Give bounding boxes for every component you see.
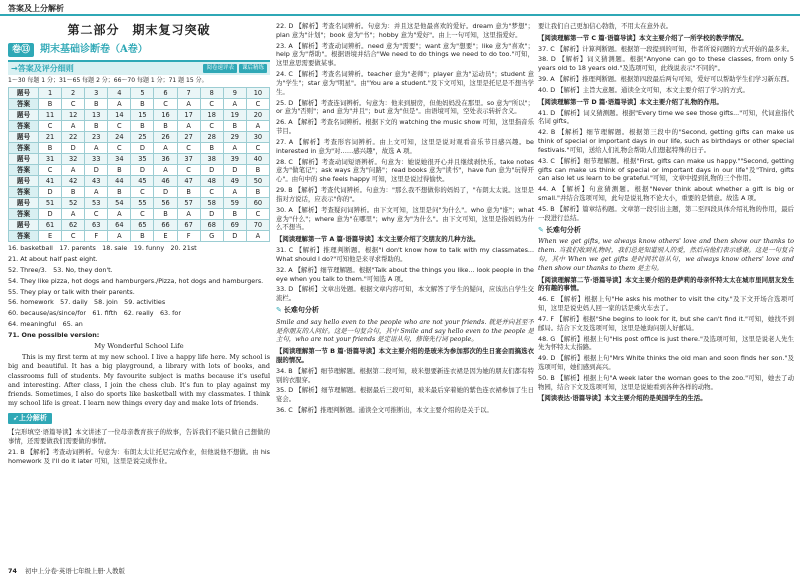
answer-table-cell: B: [177, 187, 200, 198]
analysis-item: 47. F 【解析】根据"She begins to look for it, but she can't find it."可知，她找不到邮局。结合下文及选项可知，这里是她询问别人好邮局。: [538, 314, 794, 332]
answer-table-cell: D: [223, 231, 246, 242]
answer-table-row: [9, 154, 270, 165]
answer-table-cell: 11: [39, 110, 62, 121]
answer-table-cell: 28: [200, 132, 223, 143]
answer-line: 16. basketball 17. parents 18. sale 19. funny 20. 21st: [8, 244, 197, 253]
answer-table-cell: A: [108, 99, 131, 110]
footer-text: 初中上分卷·英语七年级上册·人教版: [24, 567, 125, 576]
exam-title: 期末基础诊断卷（A卷）: [40, 43, 148, 55]
answer-table-cell: B: [154, 209, 177, 220]
answer-table-cell: 6: [154, 88, 177, 99]
exam-title-row: [8, 43, 270, 57]
long-sentence-text-b: Smile and say hello even to the people who are not your friends. 就是并向甚至不是你朋友的人问好。这是一句复合句，其中 Smile and say hello even to the people 是主句，who are not your friends 是定语从句，修饰先行词 people。: [276, 317, 534, 344]
col-c-top-text: 要让我们自己更加信心勃勃，不用太在意外表。: [538, 22, 673, 30]
answer-table-cell: E: [154, 231, 177, 242]
answer-table-cell: 30: [246, 132, 269, 143]
reading-d-items: [538, 109, 794, 223]
answer-table-cell: 40: [246, 154, 269, 165]
answer-table-cell: 32: [62, 154, 85, 165]
analysis-item: 26. A 【解析】考查名词辨析。根据下文的 watching the music show 可知，这里指音乐节目。: [276, 118, 534, 136]
answer-table-cell: A: [62, 165, 85, 176]
analysis-item: 24. C 【解析】考查名词辨析。teacher 意为"老师"；player 意为"运动员"；student 意为"学生"；star 意为"明星"。由"You are a student."及下文可知，这里是托尼是不想当学生。: [276, 70, 534, 96]
answer-table-cell: 37: [177, 154, 200, 165]
answer-table-cell: 9: [223, 88, 246, 99]
analysis-subhead: ➹上分解析: [8, 413, 52, 425]
column-a: [8, 20, 270, 564]
answer-table-row-label: 题号: [9, 132, 39, 143]
column-c: [538, 20, 794, 564]
reading-c-guide: 【阅读理解第一节 C 篇·语篇导读】本文主要介绍了一所学校的教学情况。: [538, 33, 748, 42]
answer-table-cell: 55: [131, 198, 154, 209]
answer-table-cell: 1: [39, 88, 62, 99]
analysis-item: 30. A 【解析】考查疑问词辨析。由下文可知，这里是问"为什么"。who 意为"谁"；what 意为"什么"；where 意为"在哪里"；why 意为"为什么"。由下文可知，这里是指妈妈为什么不想当。: [276, 205, 534, 232]
answer-table-cell: B: [85, 99, 108, 110]
answer-table-row-label: 题号: [9, 220, 39, 231]
analysis-item: 35. D 【解析】细节理解题。根据最后三段可知，玻米最后穿着她的紫色连衣裙参加了生日宴会。: [276, 386, 534, 404]
reading-a-items: [276, 246, 534, 303]
answer-table-cell: C: [246, 143, 269, 154]
answer-table-cell: 29: [223, 132, 246, 143]
answer-table-cell: 8: [200, 88, 223, 99]
answer-table-cell: B: [154, 121, 177, 132]
analysis-item: 31. C 【解析】推理判断题。根据"I don't know how to talk with my classmates... What should I do?"可知他是来寻求帮助的。: [276, 246, 534, 263]
answer-table-cell: 56: [154, 198, 177, 209]
answer-table-cell: 69: [223, 220, 246, 231]
answer-table-cell: 48: [200, 176, 223, 187]
answer-table-cell: 51: [39, 198, 62, 209]
answer-table-row: [9, 220, 270, 231]
page-footer: [8, 567, 125, 576]
analysis-item: 34. B 【解析】细节理解题。根据第二段可知，玻米想要新连衣裙是因为她的朋友们都有特别的衣服穿。: [276, 366, 534, 384]
answer-table-cell: 64: [108, 220, 131, 231]
tag-quick-score: 阅卷速评表: [203, 64, 237, 74]
answer-table-cell: 50: [246, 176, 269, 187]
part-title: 第二部分 期末复习突破: [67, 23, 211, 37]
answer-table-cell: C: [108, 121, 131, 132]
answer-table-cell: 67: [177, 220, 200, 231]
answer-table-cell: B: [223, 121, 246, 132]
analysis-item: 29. B 【解析】考查代词辨析。句意为："那么我不想做你的妈妈了，"布朗太太说。这里是指对方说话，应表示"你的"。: [276, 186, 534, 203]
analysis-item: 39. A 【解析】推理判断题。根据第四段最后两句可知，爱好可以帮助学生们学习新东西。: [538, 75, 794, 84]
answer-table-cell: B: [108, 187, 131, 198]
answer-table-row: [9, 143, 270, 154]
answer-table-cell: 42: [62, 176, 85, 187]
answer-table-cell: D: [39, 187, 62, 198]
answer-table-row: [9, 187, 270, 198]
answer-table-cell: 58: [200, 198, 223, 209]
answer-table-cell: 19: [223, 110, 246, 121]
answer-table-cell: 22: [62, 132, 85, 143]
analysis-item: 28. C 【解析】考查动词短语辨析。句意为：她说她很开心并且继续剥快乐。take notes 意为"做笔记"；ask ways 意为"问路"；read books 意为"读书"，have fun 意为"玩得开心"。由句中的 she feels happy 可知，这里是说过得愉快。: [276, 157, 534, 184]
item-21: 21. B 【解析】考查动词辨析。句意为：布朗太太让托尼完成作业，但他说他不想做。由 his homework 及 I'll do it later 可知，这里是说完成作业。: [8, 448, 270, 465]
answer-table: [8, 87, 270, 242]
answer-table-cell: 4: [108, 88, 131, 99]
answer-table-cell: B: [39, 99, 62, 110]
answer-table-cell: B: [246, 187, 269, 198]
analysis-item: 23. A 【解析】考查动词辨析。need 意为"需要"；want 意为"想要"；like 意为"喜欢"；help 意为"帮助"。根据语境并结合"We need to do things we need to do too."可知，这里意思需要做某事。: [276, 41, 534, 68]
answer-table-cell: 44: [108, 176, 131, 187]
answer-table-cell: 23: [85, 132, 108, 143]
answer-table-cell: C: [246, 209, 269, 220]
answer-table-cell: C: [177, 165, 200, 176]
answer-table-cell: 45: [131, 176, 154, 187]
answer-table-row-label: 题号: [9, 110, 39, 121]
answer-table-cell: F: [177, 231, 200, 242]
answer-table-row-label: 答案: [9, 165, 39, 176]
answer-table-cell: 25: [131, 132, 154, 143]
answer-table-cell: 68: [200, 220, 223, 231]
analysis-item: 50. B 【解析】根据上句"A week later the woman goes to the zoo."可知，她去了动物园，结合下文及选项可知，这里是说她看到各种各样的动物。: [538, 373, 794, 391]
answer-table-cell: 33: [85, 154, 108, 165]
answer-table-cell: E: [39, 231, 62, 242]
page-number: 74: [8, 567, 17, 576]
answer-table-cell: D: [200, 165, 223, 176]
answer-table-cell: G: [200, 231, 223, 242]
answer-table-cell: 3: [85, 88, 108, 99]
reading-d-guide: 【阅读理解第一节 D 篇·语篇导读】本文主要介绍了礼物的作用。: [538, 97, 723, 106]
answer-table-cell: A: [177, 209, 200, 220]
answer-table-cell: B: [131, 121, 154, 132]
answer-table-cell: C: [131, 187, 154, 198]
answer-table-cell: 52: [62, 198, 85, 209]
answer-table-cell: 7: [177, 88, 200, 99]
answer-table-cell: F: [85, 231, 108, 242]
answer-table-cell: A: [154, 143, 177, 154]
answer-table-cell: D: [62, 143, 85, 154]
answer-table-cell: C: [39, 165, 62, 176]
answer-table-cell: 70: [246, 220, 269, 231]
answer-table-cell: 35: [131, 154, 154, 165]
answer-table-cell: C: [62, 99, 85, 110]
analysis-item: 40. D 【解析】主旨大意题。通读全文可知，本文主要介绍了学习的方式。: [538, 85, 749, 94]
answer-table-cell: 39: [223, 154, 246, 165]
analysis-item: 27. A 【解析】考查形容词辨析。由上文可知，这里是说对观看音乐节目感兴趣。be interested in 意为"对……感兴趣"，故选 A 项。: [276, 137, 534, 155]
answer-line: 60. because/as/since/for 61. fifth 62. really 63. for: [8, 309, 181, 318]
answer-line: 64. meaningful 65. an: [8, 320, 83, 329]
answer-table-cell: A: [62, 121, 85, 132]
answer-table-cell: 66: [154, 220, 177, 231]
answer-table-row: [9, 176, 270, 187]
answer-table-cell: A: [223, 99, 246, 110]
answer-table-cell: 63: [85, 220, 108, 231]
answer-table-cell: 21: [39, 132, 62, 143]
answer-table-cell: D: [154, 187, 177, 198]
header-stripe: [0, 14, 800, 16]
answer-table-cell: 20: [246, 110, 269, 121]
answer-table-cell: 27: [177, 132, 200, 143]
answer-table-cell: C: [154, 99, 177, 110]
answer-table-cell: B: [131, 231, 154, 242]
answer-table-cell: A: [108, 231, 131, 242]
answer-table-cell: 38: [200, 154, 223, 165]
section-tags: [203, 64, 267, 74]
answer-line: 52. Three/3. 53. No, they don't.: [8, 265, 113, 274]
answer-table-cell: 49: [223, 176, 246, 187]
long-sentence-text-c: When we get gifts, we always know others' love and then show our thanks to them. 当我们收到礼物时，我们总是知道别人的爱，然后向他们表示感谢。这是一句复合句，其中 When we get gifts 是时间状语从句，we always know others' love and then show our thanks to them 是主句。: [538, 237, 794, 272]
analysis-item: 38. D 【解析】词义猜测题。根据"Anyone can go to these classes, from only 5 years old to 18 years old."及选项可知，此线说表示"不同的"。: [538, 55, 794, 73]
answer-table-cell: 43: [85, 176, 108, 187]
answer-table-row: [9, 121, 270, 132]
answer-section-title: →答案及评分细则: [11, 63, 74, 73]
answer-table-cell: 36: [154, 154, 177, 165]
answer-table-cell: 46: [154, 176, 177, 187]
cloze-guide: 【完形填空·语篇导读】本文讲述了一位母亲教育孩子的故事，告诉我们不能只做自己想做的事情，还需要做我们需要做的事情。: [8, 428, 270, 446]
answer-table-cell: 12: [62, 110, 85, 121]
answer-section-header: [8, 60, 270, 75]
answer-table-cell: 53: [85, 198, 108, 209]
column-b: [276, 20, 534, 564]
answer-table-cell: D: [85, 165, 108, 176]
cloze-items: [276, 22, 534, 232]
reading-2-items: [538, 295, 794, 391]
answer-table-cell: D: [223, 165, 246, 176]
long-sentence-head-b: ✎ 长难句分析: [276, 306, 534, 316]
page-header: [0, 0, 800, 16]
answer-table-cell: A: [223, 187, 246, 198]
answer-table-cell: 41: [39, 176, 62, 187]
analysis-item: 41. D 【解析】词义猜测题。根据"Every time we see those gifts..."可知，代词意指代名词 gifts。: [538, 108, 794, 126]
answer-table-cell: 47: [177, 176, 200, 187]
answer-table-cell: 62: [62, 220, 85, 231]
answer-line: 21. At about half past eight.: [8, 255, 98, 264]
answer-table-cell: A: [62, 209, 85, 220]
answer-table-row-label: 答案: [9, 187, 39, 198]
answer-table-cell: D: [39, 209, 62, 220]
answer-line: 54. They like pizza, hot dogs and hamburgers./Pizza, hot dogs and hamburgers.: [8, 276, 264, 285]
analysis-item: 44. A 【解析】句意猜测题。根据"Never think about whether a gift is big or small."并结合选项可知，此句是说礼物不论大小，重要的是情意。故选 A 项。: [538, 185, 794, 203]
answer-table-cell: 54: [108, 198, 131, 209]
answer-table-cell: A: [108, 209, 131, 220]
answer-table-cell: C: [200, 99, 223, 110]
answer-table-cell: 10: [246, 88, 269, 99]
essay-label: 71. One possible version:: [8, 330, 100, 339]
answer-table-cell: B: [85, 121, 108, 132]
answer-table-cell: D: [200, 209, 223, 220]
answer-table-cell: B: [131, 99, 154, 110]
answer-table-cell: 18: [200, 110, 223, 121]
answer-table-row-label: 答案: [9, 121, 39, 132]
reading-expression-guide: 【阅读表达·语篇导读】本文主要介绍的是美国学生的生活。: [538, 394, 707, 403]
answer-table-cell: D: [131, 143, 154, 154]
answer-table-row: [9, 132, 270, 143]
reading-b-guide: 【阅读理解第一节 B 篇·语篇导读】本文主要介绍的是玻米为参加那次的生日宴会而搞选衣服的情况。: [276, 347, 534, 364]
answer-table-row: [9, 99, 270, 110]
answer-table-cell: A: [223, 143, 246, 154]
answer-table-cell: C: [62, 231, 85, 242]
analysis-item: 33. D 【解析】文章出处题。根据文章内容可知，本文解答了学生的疑问，应该出自学生交流栏。: [276, 285, 534, 303]
answer-table-cell: A: [246, 231, 269, 242]
answer-table-cell: A: [154, 165, 177, 176]
answer-table-row-label: 答案: [9, 209, 39, 220]
essay-text: This is my first term at my new school. I live a happy life here. My school is big and beautiful. It has a big playground, a library with lots of books, and classrooms full of students. My favourite subject is maths because it's useful and interesting. After class, I join the chess club. It's fun to play against my friends. Sometimes, I also do sports like basketball with my classmates. I think my school life is great. I learn new things every day and make lots of friends.: [8, 353, 270, 408]
answer-table-cell: 26: [154, 132, 177, 143]
answer-table-cell: A: [85, 187, 108, 198]
analysis-item: 37. C 【解析】计算判断题。根据第一段提到的可知，作者所说问题的方式开始的最多来。: [538, 44, 794, 53]
answer-table-row-label: 题号: [9, 154, 39, 165]
reading-b-items: [276, 367, 534, 415]
answer-table-row-label: 答案: [9, 143, 39, 154]
answer-table-cell: C: [177, 143, 200, 154]
answer-table-row: [9, 88, 270, 99]
answer-table-cell: 15: [131, 110, 154, 121]
answer-table-row: [9, 198, 270, 209]
answer-table-row: [9, 110, 270, 121]
answer-table-cell: B: [200, 143, 223, 154]
answer-table-cell: 16: [154, 110, 177, 121]
analysis-item: 32. A 【解析】细节理解题。根据"Talk about the things you like... look people in the eye when you talk to them."可知选 A 项。: [276, 265, 534, 283]
reading-2-guide: 【阅读理解第二节·语篇导读】本文主要介绍的是萨莉的母亲怀特太太在城市里同朋友发生的有趣的事情。: [538, 275, 794, 293]
answer-table-row: [9, 209, 270, 220]
answer-table-cell: 24: [108, 132, 131, 143]
answer-table-cell: 59: [223, 198, 246, 209]
reading-c-items: [538, 45, 794, 95]
answer-table-cell: B: [39, 143, 62, 154]
answer-table-row-label: 题号: [9, 176, 39, 187]
answer-table-row-label: 答案: [9, 99, 39, 110]
answer-table-cell: A: [177, 99, 200, 110]
answer-table-row-label: 题号: [9, 198, 39, 209]
answer-table-cell: 34: [108, 154, 131, 165]
answer-table-cell: A: [177, 121, 200, 132]
answer-table-cell: C: [246, 99, 269, 110]
header-title: 答案及上分解析: [8, 4, 64, 13]
answer-table-cell: A: [85, 143, 108, 154]
answer-table-cell: 5: [131, 88, 154, 99]
analysis-item: 48. G 【解析】根据上句"His post office is just there."及选项可知，这里是说老人先生先为怀特太太指路。: [538, 334, 794, 352]
answer-table-cell: 13: [85, 110, 108, 121]
score-range-note: 1～30 每题 1 分；31～65 每题 2 分；66～70 每题 1 分；71 题 15 分。: [8, 76, 208, 84]
analysis-item: 43. C 【解析】细节理解题。根据"First, gifts can make us happy.""Second, getting gifts can make us think of special or important days in our life"及"Third, gifts can also let us learn to be grateful."可知，文章中提到礼物的三个作用。: [538, 156, 794, 183]
answer-table-cell: 65: [131, 220, 154, 231]
analysis-item: 49. D 【解析】根据上句"Mrs White thinks the old man and soon finds her son."及选项可知，她们感到高兴。: [538, 354, 794, 371]
answer-table-cell: 61: [39, 220, 62, 231]
answer-table-cell: C: [200, 187, 223, 198]
answer-table-cell: 14: [108, 110, 131, 121]
answer-table-cell: 57: [177, 198, 200, 209]
answer-table-row-label: 答案: [9, 231, 39, 242]
answer-table-cell: B: [108, 165, 131, 176]
answer-line: 55. They play or talk with their parents.: [8, 287, 135, 296]
analysis-item: 22. D 【解析】考查名词辨析。句意为：并且这是他最喜欢的爱好。dream 意为"梦想"；plan 意为"计划"；book 意为"书"；hobby 意为"爱好"。由上一句可知，这里指爱好。: [276, 22, 534, 39]
analysis-item: 25. D 【解析】考查连词辨析。句意为：他来到厨房，但他妈妈没在那里。so 意为"所以"；or 意为"否则"；and 意为"并且"；but 意为"但是"。由语境可知，空处表示转折含义。: [276, 98, 534, 116]
answer-table-row: [9, 165, 270, 176]
analysis-item: 45. B 【解析】篇章结构题。文章第一段引出主题，第二至四段具体介绍礼物的作用，最后一段进行总结。: [538, 204, 794, 222]
answer-table-cell: C: [85, 209, 108, 220]
answer-table-cell: B: [246, 165, 269, 176]
answer-line: 56. homework 57. daily 58. join 59. activities: [8, 298, 166, 307]
answer-table-cell: 60: [246, 198, 269, 209]
answer-table-cell: A: [246, 121, 269, 132]
answer-table-cell: C: [131, 209, 154, 220]
answer-table-cell: D: [131, 165, 154, 176]
long-sentence-head-c: ✎ 长难句分析: [538, 226, 794, 236]
analysis-item: 36. C 【解析】推理判断题。通读全文可推断出，本文主要介绍的是关于以。: [276, 406, 493, 415]
answer-table-cell: 17: [177, 110, 200, 121]
answer-table-cell: B: [62, 187, 85, 198]
answer-table-cell: B: [223, 209, 246, 220]
essay-title: My Wonderful School Life: [94, 341, 184, 350]
tag-practice: 课后精练: [239, 64, 267, 74]
answer-table-cell: C: [200, 121, 223, 132]
answer-table-cell: C: [108, 143, 131, 154]
answer-table-row-label: 题号: [9, 88, 39, 99]
reading-a-guide: 【阅读理解第一节 A 篇·语篇导读】本文主要介绍了交朋友的几种方法。: [276, 235, 480, 244]
answer-table-cell: 31: [39, 154, 62, 165]
answer-table-row: [9, 231, 270, 242]
analysis-item: 46. E 【解析】根据上句"He asks his mother to visit the city."及下文开场合选项可知，这里是说史妈人回一家的话是乘火车去了。: [538, 295, 794, 313]
answer-table-cell: C: [39, 121, 62, 132]
answer-lines: [8, 244, 270, 329]
analysis-item: 42. B 【解析】细节理解题。根据第三段中的"Second, getting gifts can make us think of special or important days in our life, such as birthdays or other special festivals."可知，送给人们礼物会帮助人们想起特殊的日子。: [538, 128, 794, 154]
exam-badge: 卷⑬: [8, 43, 34, 57]
answer-table-cell: 2: [62, 88, 85, 99]
